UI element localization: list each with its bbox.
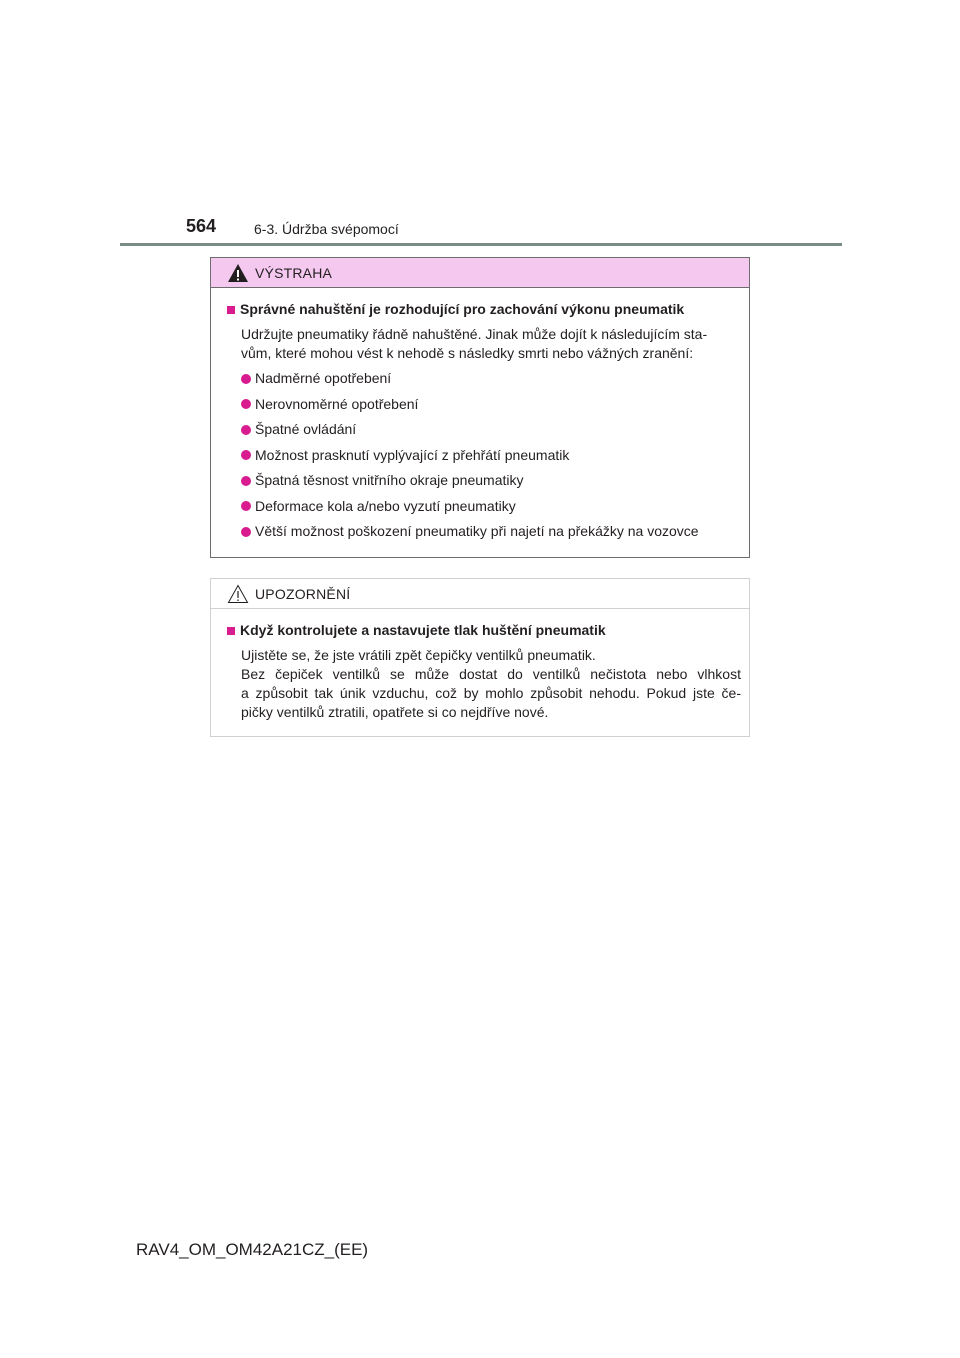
- caution-line: Bez čepiček ventilků se může dostat do ventilků nečistota nebo vlhkost: [241, 666, 741, 682]
- caution-line: Ujistěte se, že jste vrátili zpět čepičky ventilků pneumatik.: [241, 647, 596, 663]
- warning-intro-line: Udržujte pneumatiky řádně nahuštěné. Jinak může dojít k následujícím sta-: [241, 326, 708, 342]
- warning-triangle-filled-icon: [227, 263, 249, 283]
- warning-heading: [227, 300, 741, 319]
- list-item-text: Nerovnoměrné opotřebení: [255, 395, 419, 412]
- caution-label: UPOZORNĚNÍ: [255, 586, 351, 602]
- caution-heading: [227, 621, 741, 640]
- warning-box: [210, 257, 750, 558]
- list-item: [241, 395, 741, 414]
- warning-triangle-outline-icon: [227, 584, 249, 604]
- square-bullet-icon: [227, 627, 235, 635]
- caution-line: a způsobit tak únik vzduchu, což by mohlo způsobit nehodu. Pokud jste če-: [241, 685, 741, 701]
- warning-intro-line: vům, které mohou vést k nehodě s následky smrti nebo vážných zranění:: [241, 345, 694, 361]
- list-item-text: Možnost prasknutí vyplývající z přehřátí pneumatik: [255, 446, 570, 463]
- page-header: [120, 216, 842, 248]
- warning-heading-text: Správné nahuštění je rozhodující pro zachování výkonu pneumatik: [240, 301, 685, 317]
- list-item: [241, 369, 741, 388]
- caution-box: [210, 578, 750, 737]
- list-item: [241, 497, 741, 516]
- circle-bullet-icon: [241, 476, 251, 486]
- list-item-text: Větší možnost poškození pneumatiky při najetí na překážky na vozovce: [255, 523, 699, 539]
- list-item-text: Nadměrné opotřebení: [255, 370, 392, 386]
- square-bullet-icon: [227, 306, 235, 314]
- list-item: [241, 522, 741, 541]
- caution-heading-text: Když kontrolujete a nastavujete tlak huštění pneumatik: [240, 622, 606, 638]
- circle-bullet-icon: [241, 450, 251, 460]
- document-code: RAV4_OM_OM42A21CZ_(EE): [136, 1240, 369, 1259]
- circle-bullet-icon: [241, 425, 251, 435]
- caution-body: [211, 609, 749, 722]
- circle-bullet-icon: [241, 501, 251, 511]
- warning-body: [211, 288, 749, 541]
- warning-label: VÝSTRAHA: [255, 265, 333, 281]
- caution-box-header: [211, 579, 749, 609]
- list-item: [241, 446, 741, 465]
- list-item-text: Deformace kola a/nebo vyzutí pneumatiky: [255, 497, 516, 514]
- circle-bullet-icon: [241, 399, 251, 409]
- list-item: [241, 420, 741, 439]
- circle-bullet-icon: [241, 374, 251, 384]
- warning-list: [227, 369, 741, 541]
- warning-box-header: [211, 258, 749, 288]
- circle-bullet-icon: [241, 527, 251, 537]
- caution-text: [227, 646, 741, 722]
- warning-intro: [227, 325, 741, 363]
- caution-line: pičky ventilků ztratili, opatřete si co nejdříve nové.: [241, 704, 549, 720]
- page-number: 564: [186, 216, 217, 236]
- list-item-text: Špatná těsnost vnitřního okraje pneumatiky: [255, 472, 524, 488]
- list-item-text: Špatné ovládání: [255, 421, 357, 437]
- section-title: 6-3. Údržba svépomocí: [254, 221, 399, 237]
- list-item: [241, 471, 741, 490]
- header-rule: [120, 243, 842, 246]
